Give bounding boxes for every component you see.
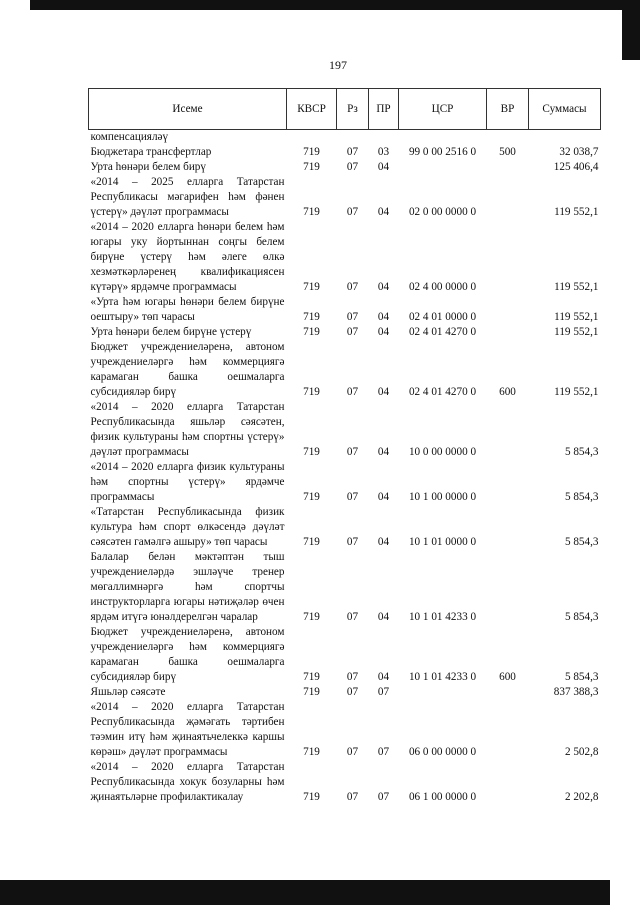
cell-rz: 07 bbox=[346, 686, 359, 698]
table-row bbox=[89, 700, 601, 760]
cell-rz: 07 bbox=[346, 281, 359, 293]
cell-vr bbox=[487, 760, 529, 805]
cell-csr: 10 0 00 0000 0 bbox=[408, 446, 477, 458]
cell-vr bbox=[487, 700, 529, 760]
cell-name: Урта һөнәри белем бирүне үстерү bbox=[90, 326, 252, 338]
cell-vr: 500 bbox=[499, 146, 516, 158]
cell-csr: 10 1 00 0000 0 bbox=[408, 491, 477, 503]
cell-name: «2014 – 2020 елларга Татарстан Республикасында яшьләр сәясәтен, физик культураны һәм спортны үстерү» дәүләт программасы bbox=[90, 401, 285, 458]
table-row bbox=[89, 145, 601, 160]
cell-vr bbox=[487, 325, 529, 340]
cell-csr: 10 1 01 0000 0 bbox=[408, 536, 477, 548]
cell-csr: 10 1 01 4233 0 bbox=[408, 611, 477, 623]
scan-edge-bottom bbox=[0, 880, 610, 905]
header-pr: ПР bbox=[369, 89, 399, 130]
cell-vr bbox=[487, 460, 529, 505]
cell-rz: 07 bbox=[346, 611, 359, 623]
cell-sum: 119 552,1 bbox=[554, 281, 599, 293]
cell-csr: 02 4 00 0000 0 bbox=[408, 281, 477, 293]
cell-csr: 99 0 00 2516 0 bbox=[408, 146, 477, 158]
cell-pr: 03 bbox=[377, 146, 390, 158]
scan-edge-top bbox=[30, 0, 640, 10]
cell-rz: 07 bbox=[346, 446, 359, 458]
table-row bbox=[89, 625, 601, 685]
cell-sum: 5 854,3 bbox=[564, 536, 599, 548]
table-header-row bbox=[89, 89, 601, 130]
cell-kvsr: 719 bbox=[303, 161, 320, 173]
cell-kvsr: 719 bbox=[303, 281, 320, 293]
cell-kvsr bbox=[287, 130, 337, 146]
table-row bbox=[89, 160, 601, 175]
header-rz: Рз bbox=[337, 89, 369, 130]
table-row bbox=[89, 400, 601, 460]
cell-pr: 04 bbox=[377, 281, 390, 293]
budget-table bbox=[88, 88, 601, 805]
cell-vr bbox=[487, 220, 529, 295]
cell-pr: 04 bbox=[377, 671, 390, 683]
cell-rz: 07 bbox=[346, 791, 359, 803]
cell-name: Бюджет учреждениеләренә, автоном учреждениеләргә һәм коммерциягә карамаган башка оешмаларга субсидияләр бирү bbox=[90, 626, 285, 683]
cell-csr: 10 1 01 4233 0 bbox=[408, 671, 477, 683]
header-sum: Суммасы bbox=[529, 89, 601, 130]
cell-csr: 02 4 01 4270 0 bbox=[408, 386, 477, 398]
cell-rz: 07 bbox=[346, 311, 359, 323]
table-row bbox=[89, 685, 601, 700]
cell-rz: 07 bbox=[346, 161, 359, 173]
table-row bbox=[89, 550, 601, 625]
cell-name: «Татарстан Республикасында физик культура һәм спорт өлкәсендә дәүләт сәясәтен гамәлгә ашыру» төп чарасы bbox=[90, 506, 285, 548]
cell-csr: 06 0 00 0000 0 bbox=[408, 746, 477, 758]
cell-name: «Урта һәм югары һөнәри белем бирүне оештыру» төп чарасы bbox=[90, 296, 285, 323]
cell-kvsr: 719 bbox=[303, 746, 320, 758]
cell-name: Балалар белән мәктәптән тыш учреждениеләрдә эшләүче тренер мөгаллимнәргә һәм спортчы инструкторларга югары нәтиҗәләр өчен ярдәм итүгә юнәлдерелгән чаралар bbox=[90, 551, 285, 623]
cell-rz: 07 bbox=[346, 491, 359, 503]
cell-sum: 119 552,1 bbox=[554, 326, 599, 338]
cell-kvsr: 719 bbox=[303, 206, 320, 218]
table-body bbox=[89, 130, 601, 806]
cell-kvsr: 719 bbox=[303, 686, 320, 698]
cell-csr: 06 1 00 0000 0 bbox=[408, 791, 477, 803]
cell-rz: 07 bbox=[346, 671, 359, 683]
cell-sum: 5 854,3 bbox=[564, 491, 599, 503]
cell-csr bbox=[399, 685, 487, 700]
cell-vr bbox=[487, 160, 529, 175]
cell-rz: 07 bbox=[346, 206, 359, 218]
cell-sum: 837 388,3 bbox=[553, 686, 599, 698]
cell-vr bbox=[487, 175, 529, 220]
cell-pr: 07 bbox=[377, 746, 390, 758]
cell-pr: 04 bbox=[377, 386, 390, 398]
cell-vr bbox=[487, 400, 529, 460]
cell-sum: 125 406,4 bbox=[553, 161, 599, 173]
cell-pr: 04 bbox=[377, 206, 390, 218]
cell-pr bbox=[369, 130, 399, 146]
cell-kvsr: 719 bbox=[303, 491, 320, 503]
cell-sum: 2 202,8 bbox=[564, 791, 599, 803]
header-name: Исеме bbox=[89, 89, 287, 130]
cell-name: компенсацияләү bbox=[90, 131, 169, 143]
cell-sum: 2 502,8 bbox=[564, 746, 599, 758]
cell-name: «2014 – 2020 елларга Татарстан Республикасында хокук бозуларны һәм җинаятьләрне профилактикалау bbox=[90, 761, 285, 803]
table-row bbox=[89, 295, 601, 325]
cell-sum: 5 854,3 bbox=[564, 446, 599, 458]
cell-kvsr: 719 bbox=[303, 791, 320, 803]
table-row bbox=[89, 130, 601, 146]
cell-kvsr: 719 bbox=[303, 311, 320, 323]
cell-pr: 04 bbox=[377, 491, 390, 503]
cell-rz: 07 bbox=[346, 326, 359, 338]
cell-sum bbox=[529, 130, 601, 146]
table-row bbox=[89, 325, 601, 340]
cell-pr: 04 bbox=[377, 161, 390, 173]
table-row bbox=[89, 760, 601, 805]
header-csr: ЦСР bbox=[399, 89, 487, 130]
cell-csr bbox=[399, 130, 487, 146]
cell-vr bbox=[487, 685, 529, 700]
cell-kvsr: 719 bbox=[303, 386, 320, 398]
cell-csr: 02 4 01 0000 0 bbox=[408, 311, 477, 323]
table-row bbox=[89, 505, 601, 550]
cell-vr bbox=[487, 505, 529, 550]
cell-name: «2014 – 2020 елларга һөнәри белем һәм югары уку йортыннан соңгы белем бирүне үстерү һәм әлеге өлкә хезмәткәрләренең квалификациясен күтәрү» ярдәмче программасы bbox=[90, 221, 285, 293]
header-vr: ВР bbox=[487, 89, 529, 130]
cell-kvsr: 719 bbox=[303, 671, 320, 683]
header-kvsr: КВСР bbox=[287, 89, 337, 130]
cell-pr: 07 bbox=[377, 791, 390, 803]
cell-sum: 5 854,3 bbox=[564, 611, 599, 623]
cell-rz: 07 bbox=[346, 746, 359, 758]
cell-sum: 119 552,1 bbox=[554, 386, 599, 398]
cell-csr: 02 4 01 4270 0 bbox=[408, 326, 477, 338]
cell-kvsr: 719 bbox=[303, 326, 320, 338]
cell-name: Бюджетара трансфертлар bbox=[90, 146, 212, 158]
cell-pr: 04 bbox=[377, 326, 390, 338]
cell-csr bbox=[399, 160, 487, 175]
cell-pr: 04 bbox=[377, 311, 390, 323]
cell-kvsr: 719 bbox=[303, 536, 320, 548]
cell-vr: 600 bbox=[499, 386, 516, 398]
cell-rz: 07 bbox=[346, 536, 359, 548]
scan-edge-right bbox=[622, 10, 640, 60]
cell-sum: 119 552,1 bbox=[554, 311, 599, 323]
cell-pr: 04 bbox=[377, 611, 390, 623]
cell-vr bbox=[487, 130, 529, 146]
cell-kvsr: 719 bbox=[303, 446, 320, 458]
cell-pr: 04 bbox=[377, 446, 390, 458]
cell-vr: 600 bbox=[499, 671, 516, 683]
cell-name: Яшьләр сәясәте bbox=[90, 686, 166, 698]
cell-name: «2014 – 2025 елларга Татарстан Республикасы мәгарифен һәм фәнен үстерү» дәүләт программасы bbox=[90, 176, 285, 218]
cell-rz bbox=[337, 130, 369, 146]
cell-name: «2014 – 2020 елларга Татарстан Республикасында җәмәгать тәртибен тәэмин итү һәм җинаятьчелеккә каршы көрәш» дәүләт программасы bbox=[90, 701, 285, 758]
cell-sum: 119 552,1 bbox=[554, 206, 599, 218]
table-row bbox=[89, 220, 601, 295]
table-row bbox=[89, 460, 601, 505]
page-number: 197 bbox=[329, 58, 347, 72]
cell-csr: 02 0 00 0000 0 bbox=[408, 206, 477, 218]
cell-kvsr: 719 bbox=[303, 146, 320, 158]
cell-vr bbox=[487, 550, 529, 625]
cell-name: «2014 – 2020 елларга физик культураны һәм спортны үстерү» ярдәмче программасы bbox=[90, 461, 285, 503]
cell-sum: 32 038,7 bbox=[559, 146, 599, 158]
cell-kvsr: 719 bbox=[303, 611, 320, 623]
cell-rz: 07 bbox=[346, 386, 359, 398]
cell-rz: 07 bbox=[346, 146, 359, 158]
table-row bbox=[89, 340, 601, 400]
cell-pr: 04 bbox=[377, 536, 390, 548]
cell-vr bbox=[487, 295, 529, 325]
table-row bbox=[89, 175, 601, 220]
cell-name: Урта һөнәри белем бирү bbox=[90, 161, 206, 173]
cell-name: Бюджет учреждениеләренә, автоном учреждениеләргә һәм коммерциягә карамаган башка оешмаларга субсидияләр бирү bbox=[90, 341, 285, 398]
cell-pr: 07 bbox=[377, 686, 390, 698]
cell-sum: 5 854,3 bbox=[564, 671, 599, 683]
